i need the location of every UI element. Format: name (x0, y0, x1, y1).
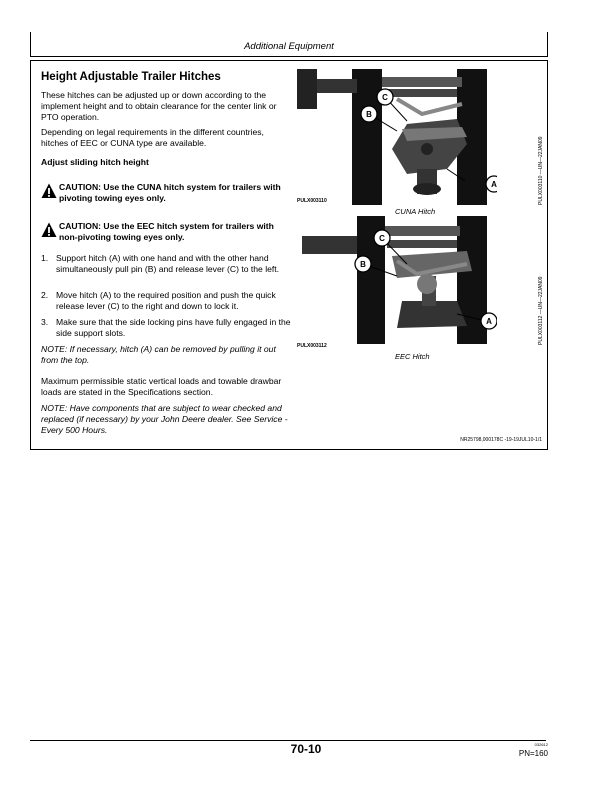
eec-hitch-drawing (297, 216, 497, 344)
reference-code: NR25798,000178C -19-19JUL10-1/1 (460, 437, 542, 443)
figure-side-label: PULX003112 —UN—22JAN09 (538, 276, 544, 345)
step-number: 1. (41, 253, 49, 263)
figure-side-label: PULX003110 —UN—22JAN09 (538, 136, 544, 205)
footer-divider (30, 740, 546, 741)
figure-caption: EEC Hitch (395, 352, 430, 361)
page-number: 70-10 (290, 742, 322, 756)
loads-paragraph: Maximum permissible static vertical loads and towable drawbar loads are stated in the Specifications section. (41, 376, 282, 397)
label-b: B (366, 110, 372, 119)
footer-code: 032612 (534, 742, 548, 747)
footer-pn: PN=160 (518, 749, 548, 758)
figure-code: PULX003110 (297, 198, 327, 204)
step-number: 2. (41, 290, 49, 300)
eec-hitch-image (297, 216, 497, 344)
legal-paragraph: Depending on legal requirements in the different countries, hitches of EEC or CUNA type are available. (41, 127, 264, 148)
note-remove (41, 344, 291, 366)
label-a: A (486, 317, 492, 326)
caution-text: CAUTION: Use the EEC hitch system for trailers with non-pivoting towing eyes only. (59, 221, 274, 242)
subtitle: Adjust sliding hitch height (41, 157, 149, 167)
page-header (30, 32, 548, 57)
header-title: Additional Equipment (244, 41, 334, 52)
cuna-hitch-drawing (297, 69, 497, 205)
figure-caption: CUNA Hitch (395, 207, 436, 216)
label-b: B (360, 260, 366, 269)
note-text: NOTE: Have components that are subject to wear checked and replaced (if necessary) by your John Deere dealer. See Service - Every 500 Hours. (41, 403, 288, 435)
step-text: Move hitch (A) to the required position and push the quick release lever (C) to the right and down to lock it. (56, 290, 276, 311)
figure-code: PULX003112 (297, 343, 327, 349)
warning-icon (41, 222, 57, 238)
caution-text: CAUTION: Use the CUNA hitch system for trailers with pivoting towing eyes only. (59, 182, 281, 203)
label-a: A (491, 180, 497, 189)
note-text: NOTE: If necessary, hitch (A) can be removed by pulling it out from the top. (41, 344, 276, 365)
warning-icon (41, 183, 57, 199)
step-text: Make sure that the side locking pins have fully engaged in the side support slots. (56, 317, 291, 338)
step-text: Support hitch (A) with one hand and with the other hand simultaneously pull pin (B) and release lever (C) to the left. (56, 253, 280, 274)
section-title: Height Adjustable Trailer Hitches (41, 71, 221, 83)
note-wear (41, 403, 291, 436)
intro-paragraph: These hitches can be adjusted up or down according to the implement height and to obtain clearance for the center link or PTO operation. (41, 90, 277, 122)
cuna-hitch-image (297, 69, 497, 205)
label-c: C (379, 234, 385, 243)
step-number: 3. (41, 317, 49, 327)
label-c: C (382, 93, 388, 102)
